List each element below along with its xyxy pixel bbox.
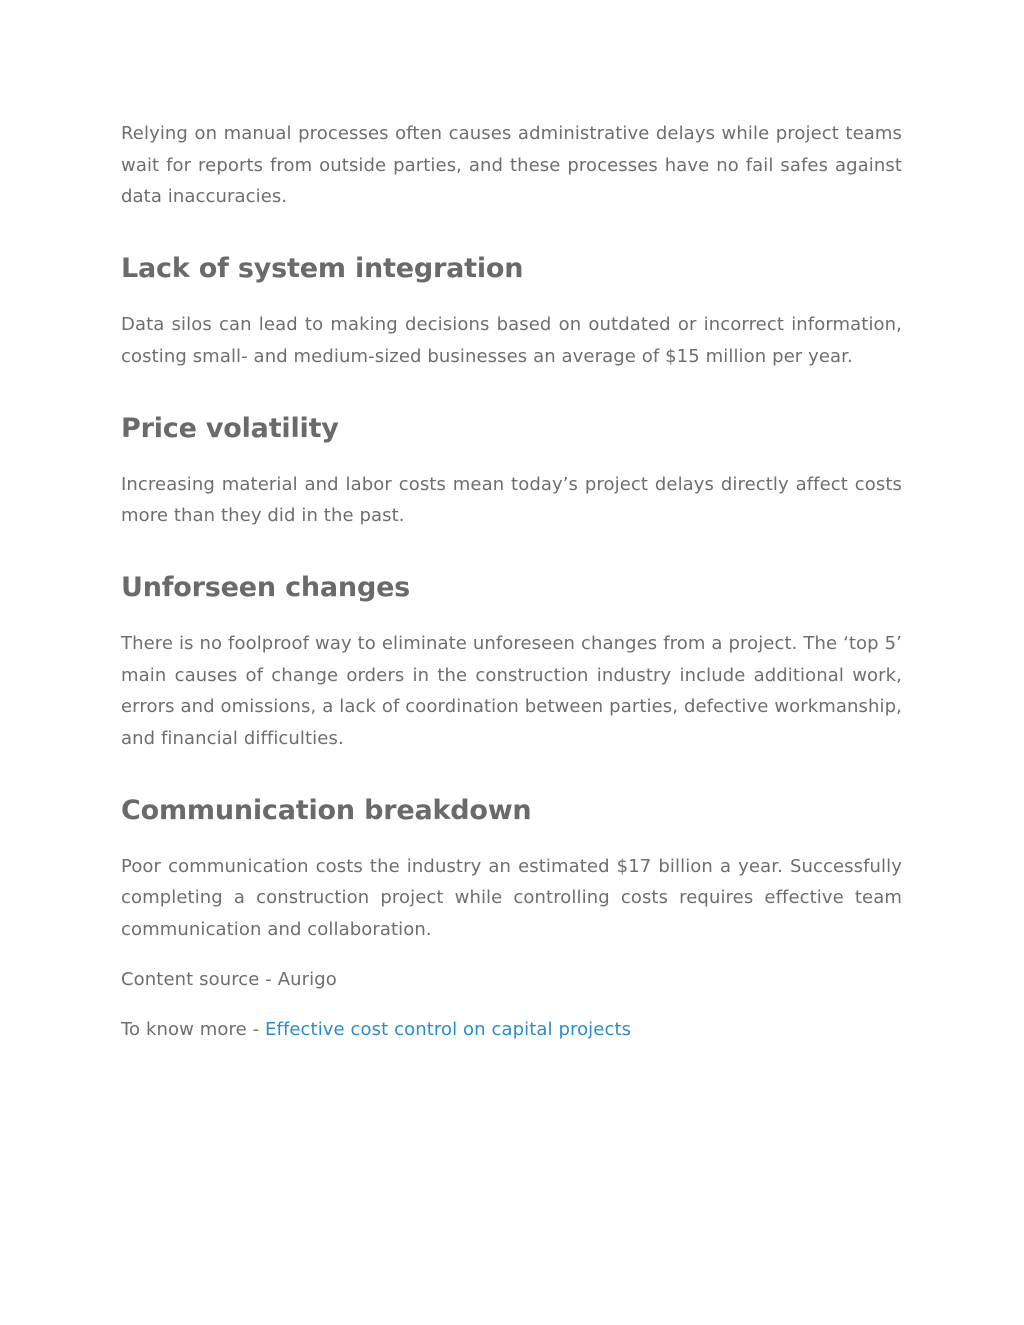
know-more-prefix: To know more - <box>121 1018 266 1040</box>
intro-paragraph: Relying on manual processes often causes administrative delays while project teams wait for reports from outside parties, and these processes have no fail safes against data inaccuracies. <box>121 123 902 208</box>
document-page <box>121 118 902 1045</box>
heading-lack-of-system-integration: Lack of system integration <box>121 253 524 285</box>
paragraph-lack-of-system-integration: Data silos can lead to making decisions based on outdated or incorrect information, costing small- and medium-sized businesses an average of $15 million per year. <box>121 314 902 367</box>
paragraph-price-volatility: Increasing material and labor costs mean today’s project delays directly affect costs more than they did in the past. <box>121 473 902 527</box>
paragraph-unforseen-changes: There is no foolproof way to eliminate unforeseen changes from a project. The ‘top 5’ main causes of change orders in the construction industry include additional work, errors and omissions, a lack of coordination between parties, defective workmanship, and financial difficulties. <box>121 632 902 750</box>
effective-cost-control-link[interactable]: Effective cost control on capital projects <box>265 1018 632 1040</box>
heading-price-volatility: Price volatility <box>121 412 339 444</box>
heading-unforseen-changes: Unforseen changes <box>121 571 411 603</box>
paragraph-communication-breakdown: Poor communication costs the industry an estimated $17 billion a year. Successfully completing a construction project while controlling costs requires effective team communication and collaboration. <box>121 855 902 941</box>
heading-communication-breakdown: Communication breakdown <box>121 794 532 826</box>
know-more-line <box>121 1014 902 1046</box>
content-source-line: Content source - Aurigo <box>121 968 337 990</box>
